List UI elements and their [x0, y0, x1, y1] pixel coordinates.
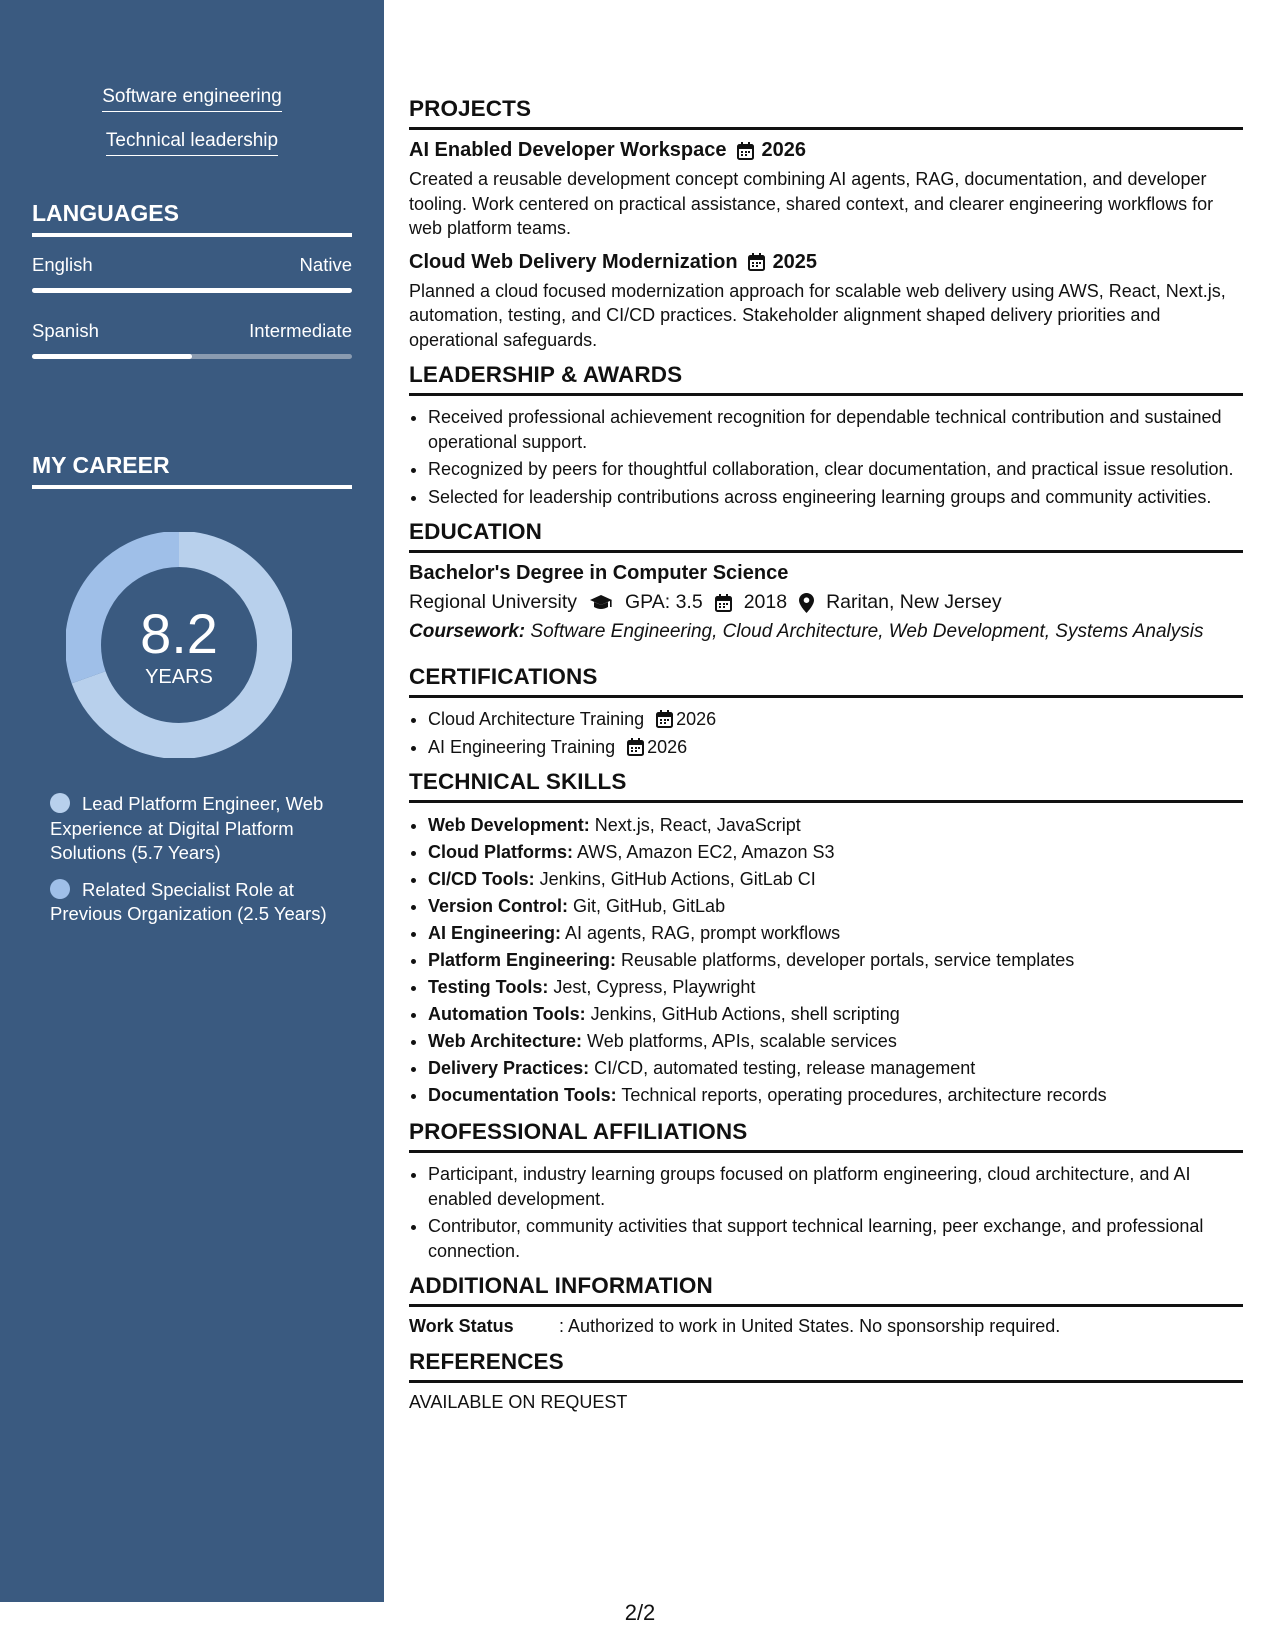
affiliations-list — [409, 1162, 1243, 1263]
work-status-value: : Authorized to work in United States. No sponsorship required. — [559, 1316, 1061, 1336]
skill-value: AI agents, RAG, prompt workflows — [561, 923, 841, 943]
references-text: AVAILABLE ON REQUEST — [409, 1392, 628, 1412]
list-item: • Participant, industry learning groups focused on platform engineering, cloud architecture, and AI enabled development. — [428, 1162, 1243, 1211]
list-item: • Recognized by peers for thoughtful collaboration, clear documentation, and practical issue resolution. — [428, 457, 1243, 482]
skill-label: Testing Tools: — [428, 977, 549, 997]
skill-value: Reusable platforms, developer portals, service templates — [616, 950, 1075, 970]
school-name: Regional University — [409, 591, 577, 613]
project-item — [409, 251, 1243, 353]
skill-label: Delivery Practices: — [428, 1058, 590, 1078]
certification-name: • AI Engineering Training — [428, 736, 616, 757]
skills-heading: TECHNICAL SKILLS — [409, 769, 1243, 803]
skill-label: Web Architecture: — [428, 1031, 583, 1051]
additional-info-heading: ADDITIONAL INFORMATION — [409, 1273, 1243, 1307]
main-content — [409, 96, 1243, 1413]
skill-label: AI Engineering: — [428, 923, 562, 943]
page-number: 2/2 — [624, 1600, 656, 1625]
list-item — [428, 839, 1243, 866]
degree-title: Bachelor's Degree in Computer Science — [409, 562, 789, 584]
list-item — [428, 812, 1243, 839]
list-item — [428, 920, 1243, 947]
project-name: AI Enabled Developer Workspace — [409, 139, 727, 161]
work-status-row — [409, 1316, 1243, 1337]
education-meta — [409, 591, 1243, 614]
skill-value: Jenkins, GitHub Actions, shell scripting — [585, 1004, 900, 1024]
calendar-icon — [715, 594, 732, 612]
skill-value: AWS, Amazon EC2, Amazon S3 — [573, 842, 835, 862]
certifications-heading: CERTIFICATIONS — [409, 664, 1243, 698]
skill-label: CI/CD Tools: — [428, 869, 535, 889]
language-english — [32, 254, 352, 293]
education-heading: EDUCATION — [409, 519, 1243, 553]
language-proficiency-bar — [32, 354, 352, 359]
certification-year: 2026 — [676, 709, 717, 729]
awards-heading: LEADERSHIP & AWARDS — [409, 362, 1243, 396]
language-proficiency-fill — [32, 288, 352, 293]
language-name: English — [32, 254, 93, 275]
calendar-icon — [737, 142, 754, 160]
project-description: Created a reusable development concept combining AI agents, RAG, documentation, and developer tooling. Work centered on practical assistance, shared context, and clearer engineering workflows for web platform teams. — [409, 169, 1214, 238]
coursework-label: Coursework: — [409, 621, 526, 642]
career-bullet-icon — [50, 793, 70, 813]
skill-label: Automation Tools: — [428, 1004, 586, 1024]
career-item-text: Lead Platform Engineer, Web Experience at Digital Platform Solutions (5.7 Years) — [50, 793, 324, 863]
projects-heading: PROJECTS — [409, 96, 1243, 130]
career-item — [50, 878, 330, 927]
career-item-text: Related Specialist Role at Previous Organization (2.5 Years) — [50, 878, 327, 924]
project-item — [409, 139, 1243, 241]
location-pin-icon — [799, 593, 814, 613]
school-location: Raritan, New Jersey — [826, 591, 1002, 613]
project-description: Planned a cloud focused modernization approach for scalable web delivery using AWS, React, Next.js, automation, testing, and CI/CD practices. Stakeholder alignment shaped delivery priorities and operational safeguards. — [409, 280, 1226, 350]
project-year: 2026 — [761, 139, 807, 161]
sidebar — [0, 0, 384, 1602]
skill-value: Next.js, React, JavaScript — [589, 815, 801, 835]
calendar-icon — [627, 738, 644, 756]
list-item — [428, 1055, 1243, 1082]
list-item — [428, 735, 1243, 760]
career-donut-chart — [66, 532, 292, 758]
skill-label: Cloud Platforms: — [428, 842, 574, 862]
certification-name: • Cloud Architecture Training — [428, 709, 645, 729]
skill-label: Web Development: — [428, 815, 590, 835]
career-years-label: YEARS — [145, 666, 213, 688]
list-item — [428, 1001, 1243, 1028]
interests-list — [0, 86, 384, 174]
calendar-icon — [656, 710, 673, 728]
gpa: GPA: 3.5 — [625, 591, 703, 613]
awards-list — [409, 405, 1243, 509]
interest-item: Technical leadership — [106, 130, 278, 156]
skill-value: Jenkins, GitHub Actions, GitLab CI — [534, 869, 816, 889]
career-item — [50, 792, 330, 866]
certifications-list — [409, 707, 1243, 759]
list-item — [428, 1028, 1243, 1055]
graduation-year: 2018 — [743, 591, 788, 613]
project-year: 2025 — [772, 250, 818, 273]
skill-label: Version Control: — [428, 896, 569, 916]
graduation-cap-icon — [589, 594, 613, 612]
skills-list — [409, 812, 1243, 1109]
language-level: Native — [299, 254, 352, 275]
list-item: • Received professional achievement recognition for dependable technical contribution and sustained operational support. — [428, 405, 1243, 454]
career-bullet-icon — [50, 879, 70, 899]
languages-heading: LANGUAGES — [32, 200, 352, 237]
project-name: Cloud Web Delivery Modernization — [409, 250, 738, 273]
skill-label: Documentation Tools: — [428, 1085, 617, 1105]
skill-label: Platform Engineering: — [428, 950, 617, 970]
list-item: • Selected for leadership contributions across engineering learning groups and community activities. — [428, 485, 1243, 510]
list-item — [428, 947, 1243, 974]
career-total-years: 8.2 — [140, 602, 218, 665]
language-proficiency-fill — [32, 354, 192, 359]
skill-value: Jest, Cypress, Playwright — [548, 977, 756, 997]
language-level: Intermediate — [249, 320, 352, 341]
skill-value: Git, GitHub, GitLab — [568, 896, 726, 916]
list-item — [428, 893, 1243, 920]
interest-item: Software engineering — [102, 86, 282, 112]
affiliations-heading: PROFESSIONAL AFFILIATIONS — [409, 1119, 1243, 1153]
skill-value: CI/CD, automated testing, release management — [589, 1058, 976, 1078]
certification-year: 2026 — [647, 736, 688, 757]
calendar-icon — [748, 253, 765, 271]
language-spanish — [32, 320, 352, 359]
work-status-label: Work Status — [409, 1316, 514, 1336]
references-heading: REFERENCES — [409, 1349, 1243, 1383]
skill-value: Technical reports, operating procedures, architecture records — [616, 1085, 1107, 1105]
list-item — [428, 1082, 1243, 1109]
career-list — [50, 792, 330, 939]
language-proficiency-bar — [32, 288, 352, 293]
list-item — [428, 866, 1243, 893]
list-item — [428, 707, 1243, 732]
list-item — [428, 974, 1243, 1001]
skill-value: Web platforms, APIs, scalable services — [582, 1031, 897, 1051]
coursework — [409, 619, 1243, 644]
career-heading: MY CAREER — [32, 452, 352, 489]
coursework-list: Software Engineering, Cloud Architecture, Web Development, Systems Analysis — [525, 621, 1204, 642]
language-name: Spanish — [32, 320, 99, 341]
list-item: • Contributor, community activities that support technical learning, peer exchange, and professional connection. — [428, 1214, 1243, 1263]
